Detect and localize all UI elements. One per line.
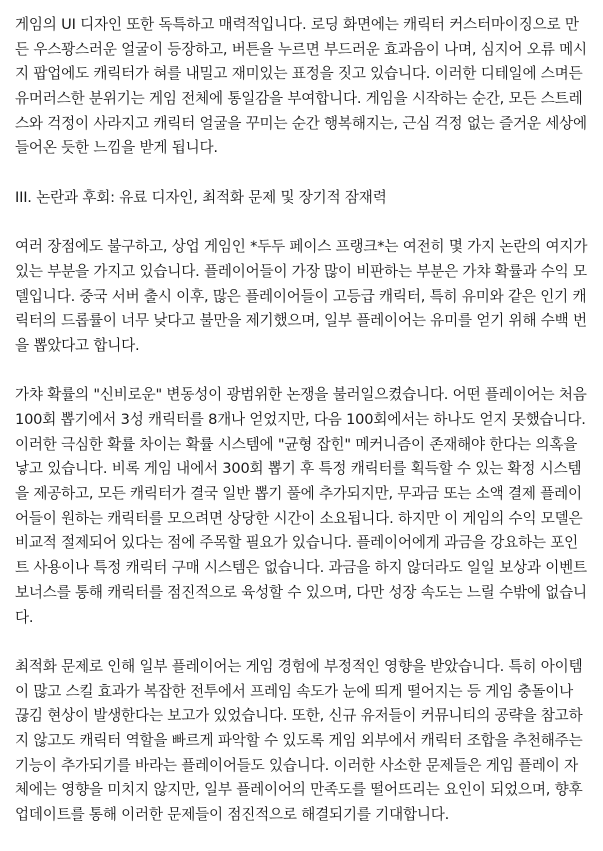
text-line: III. 논란과 후회: 유료 디자인, 최적화 문제 및 장기적 잠재력	[15, 188, 387, 206]
text-line: 유머러스한 분위기는 게임 전체에 통일감을 부여합니다. 게임을 시작하는 순간, 모든 스트레	[15, 90, 583, 108]
section-heading	[15, 186, 600, 211]
text-line: 있는 부분을 가지고 있습니다. 플레이어들이 가장 많이 비판하는 부분은 가챠 확률과 수익 모	[15, 262, 587, 280]
text-line: 트 사용이나 특정 캐릭터 구매 시스템은 없습니다. 과금을 하지 않더라도 일일 보상과 이벤트	[15, 559, 587, 577]
text-line: 지 않고도 캐릭터 역할을 빠르게 파악할 수 있도록 게임 외부에서 캐릭터 조합을 추천해주는	[15, 731, 583, 749]
text-line: 게임의 UI 디자인 또한 독특하고 매력적입니다. 로딩 화면에는 캐릭터 커스터마이징으로 만	[15, 16, 579, 33]
text-line: 체에는 영향을 미치지 않지만, 일부 플레이어의 만족도를 떨어뜨리는 요인이 되었으며, 향후	[15, 781, 583, 799]
text-line: 최적화 문제로 인해 일부 플레이어는 게임 경험에 부정적인 영향을 받았습니다. 특히 아이템	[15, 657, 583, 675]
text-line: 을 뽑았다고 합니다.	[15, 336, 140, 354]
paragraph-gap	[15, 359, 600, 384]
text-line: 다.	[15, 608, 34, 626]
text-line: 을 제공하고, 모든 캐릭터가 결국 일반 뽑기 풀에 추가되지만, 무과금 또는 소액 결제 플레이	[15, 485, 582, 503]
text-line: 기능이 추가되기를 바라는 플레이어들도 있습니다. 이러한 사소한 문제들은 게임 플레이 자	[15, 756, 579, 774]
text-line: 비교적 절제되어 있다는 점에 주목할 필요가 있습니다. 플레이어에게 과금을 강요하는 포인	[15, 534, 579, 552]
text-line: 끊김 현상이 발생한다는 보고가 있었습니다. 또한, 신규 유저들이 커뮤니티의 공략을 참고하	[15, 707, 583, 725]
document-body	[15, 13, 600, 828]
paragraph-gap	[15, 211, 600, 236]
text-line: 릭터의 드롭률이 너무 낮다고 불만을 제기했으며, 일부 플레이어는 유미를 얻기 위해 수백 번	[15, 312, 587, 330]
text-line: 여러 장점에도 불구하고, 상업 게임인 *두두 페이스 프랭크*는 여전히 몇 가지 논란의 여지가	[15, 238, 588, 256]
paragraph-gacha-rates	[15, 383, 600, 630]
paragraph-optimization	[15, 655, 600, 828]
text-line: 들어온 듯한 느낌을 받게 됩니다.	[15, 139, 218, 157]
text-line: 지 팝업에도 캐릭터가 혀를 내밀고 재미있는 표정을 짓고 있습니다. 이러한 디테일에 스며든	[15, 65, 583, 83]
text-line: 어들이 원하는 캐릭터를 모으려면 상당한 시간이 소요됩니다. 하지만 이 게임의 수익 모델은	[15, 509, 583, 527]
paragraph-controversy	[15, 235, 600, 358]
text-line: 이 많고 스킬 효과가 복잡한 전투에서 프레임 속도가 눈에 띄게 떨어지는 등 게임 충돌이나	[15, 682, 574, 700]
text-line: 100회 뽑기에서 3성 캐릭터를 8개나 얻었지만, 다음 100회에서는 하나도 얻지 못했습니다.	[15, 411, 586, 428]
paragraph-gap	[15, 630, 600, 655]
paragraph-ui-design	[15, 13, 600, 161]
text-line: 업데이트를 통해 이러한 문제들이 점진적으로 해결되기를 기대합니다.	[15, 806, 450, 823]
paragraph-gap	[15, 161, 600, 186]
text-line: 보너스를 통해 캐릭터를 점진적으로 육성할 수 있으며, 다만 성장 속도는 느릴 수밖에 없습니	[15, 583, 587, 601]
text-line: 가챠 확률의 "신비로운" 변동성이 광범위한 논쟁을 불러일으켰습니다. 어떤 플레이어는 처음	[15, 386, 587, 404]
text-line: 델입니다. 중국 서버 출시 이후, 많은 플레이어들이 고등급 캐릭터, 특히 유미와 같은 인기 캐	[15, 287, 587, 305]
text-line: 스와 걱정이 사라지고 캐릭터 얼굴을 꾸미는 순간 행복해지는, 근심 걱정 없는 즐거운 세상에	[15, 114, 587, 132]
text-line: 든 우스꽝스러운 얼굴이 등장하고, 버튼을 누르면 부드러운 효과음이 나며, 심지어 오류 메시	[15, 40, 587, 58]
text-line: 낳고 있습니다. 비록 게임 내에서 300회 뽑기 후 특정 캐릭터를 획득할 수 있는 확정 시스템	[15, 460, 582, 478]
text-line: 이러한 극심한 확률 차이는 확률 시스템에 "균형 잡힌" 메커니즘이 존재해야 한다는 의혹을	[15, 435, 578, 453]
